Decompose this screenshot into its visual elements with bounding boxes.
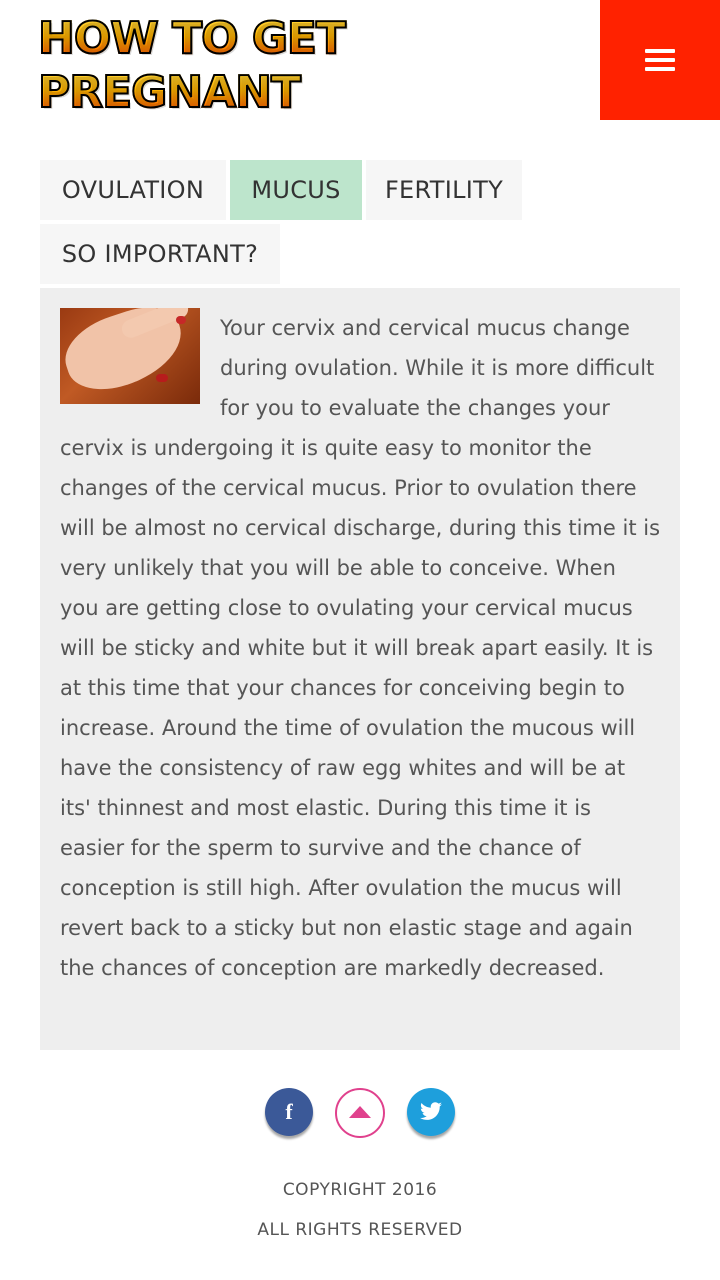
hamburger-icon xyxy=(645,49,675,71)
scroll-top-icon[interactable] xyxy=(335,1088,385,1138)
social-links xyxy=(0,1088,720,1138)
copyright-year: COPYRIGHT 2016 xyxy=(282,1180,438,1200)
article-image xyxy=(60,308,200,404)
site-logo[interactable] xyxy=(38,12,358,122)
site-header xyxy=(0,0,720,140)
article-text: Your cervix and cervical mucus change during ovulation. While it is more difficult for you to evaluate the changes your cervix is undergoing it is quite easy to monitor the changes of the cervical mucus. Prior to ovulation there will be almost no cervical discharge, during this time it is very unlikely that you will be able to conceive. When you are getting close to ovulating your cervical mucus will be sticky and white but it will break apart easily. It is at this time that your chances for conceiving begin to increase. Around the time of ovulation the mucous will have the consistency of raw egg whites and will be at its' thinnest and most elastic. During this time it is easier for the sperm to survive and the chance of conception is still high. After ovulation the mucus will revert back to a sticky but non elastic stage and again the chances of conception are markedly decreased. xyxy=(60,316,661,980)
facebook-icon[interactable]: f xyxy=(265,1088,313,1136)
site-footer xyxy=(0,1088,720,1250)
tab-ovulation[interactable]: OVULATION xyxy=(40,160,226,220)
twitter-icon[interactable] xyxy=(407,1088,455,1136)
rights-reserved: ALL RIGHTS RESERVED xyxy=(257,1220,463,1240)
article-panel xyxy=(40,288,680,1050)
tab-so-important[interactable]: SO IMPORTANT? xyxy=(40,224,280,284)
copyright xyxy=(0,1170,720,1250)
tab-fertility[interactable]: FERTILITY xyxy=(366,160,522,220)
menu-button[interactable] xyxy=(600,0,720,120)
tab-mucus[interactable]: MUCUS xyxy=(230,160,362,220)
logo-line-2: PREGNANT xyxy=(38,66,358,120)
logo-line-1: HOW TO GET xyxy=(38,12,358,66)
